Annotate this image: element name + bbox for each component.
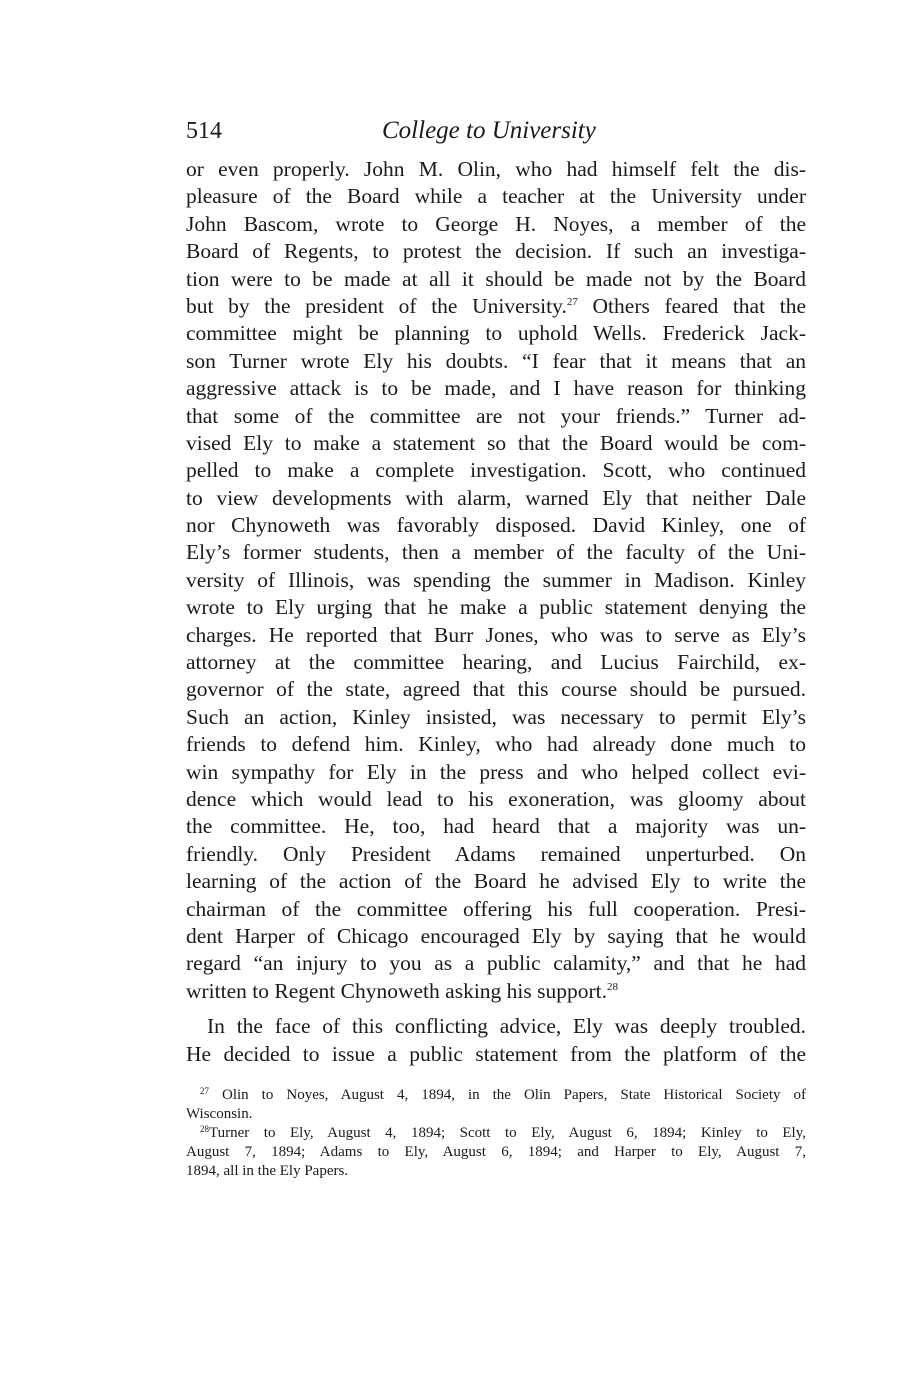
text-line: or even properly. John M. Olin, who had himself felt the dis- — [186, 157, 806, 181]
footnote-line: August 7, 1894; Adams to Ely, August 6, 1894; and Harper to Ely, August 7, — [186, 1144, 806, 1160]
text-run: written to Regent Chynoweth asking his support. — [186, 978, 608, 1003]
footnote-reference: 28 — [607, 980, 619, 993]
text-line: charges. He reported that Burr Jones, who was to serve as Ely’s — [186, 622, 806, 647]
footnote — [186, 1124, 806, 1181]
text-line: that some of the committee are not your friends.” Turner ad- — [186, 403, 806, 428]
footnote-line: 1894, all in the Ely Papers. — [186, 1163, 349, 1179]
page-number: 514 — [186, 118, 222, 144]
footnote — [186, 1086, 806, 1124]
text-line: aggressive attack is to be made, and I have reason for thinking — [186, 376, 806, 401]
paragraph — [186, 1013, 806, 1068]
running-head: College to University — [382, 117, 596, 144]
footnote-line: Wisconsin. — [186, 1106, 253, 1122]
text-line: son Turner wrote Ely his doubts. “I fear that it means that an — [186, 348, 806, 373]
page-header — [186, 113, 806, 149]
text-line: attorney at the committee hearing, and Lucius Fairchild, ex- — [186, 650, 806, 675]
text-line: vised Ely to make a statement so that the Board would be com- — [186, 430, 806, 455]
text-line: versity of Illinois, was spending the summer in Madison. Kinley — [186, 567, 806, 592]
text-line: friends to defend him. Kinley, who had already done much to — [186, 732, 806, 757]
text-line — [186, 978, 806, 1005]
text-line: the committee. He, too, had heard that a majority was un- — [186, 814, 806, 839]
text-line: learning of the action of the Board he advised Ely to write the — [186, 869, 806, 894]
text-line: regard “an injury to you as a public calamity,” and that he had — [186, 951, 806, 976]
footnote-line — [186, 1124, 806, 1143]
footnote-reference: 27 — [566, 295, 578, 308]
text-line: to view developments with alarm, warned Ely that neither Dale — [186, 485, 806, 510]
text-line: tion were to be made at all it should be made not by the Board — [186, 266, 806, 291]
body-text — [186, 156, 806, 1068]
text-line: John Bascom, wrote to George H. Noyes, a member of the — [186, 211, 806, 236]
text-line: win sympathy for Ely in the press and who helped collect evi- — [186, 759, 806, 784]
footnote-mark: 27 — [200, 1086, 209, 1096]
text-run: Others feared that the — [577, 293, 806, 318]
text-line: chairman of the committee offering his full cooperation. Presi- — [186, 896, 806, 921]
footnotes — [186, 1086, 806, 1181]
text-line: Board of Regents, to protest the decision. If such an investiga- — [186, 239, 806, 264]
text-line: wrote to Ely urging that he make a public statement denying the — [186, 595, 806, 620]
text-line: governor of the state, agreed that this course should be pursued. — [186, 677, 806, 702]
text-line — [186, 293, 806, 320]
footnote-line — [186, 1086, 806, 1105]
text-line: pleasure of the Board while a teacher at the University under — [186, 184, 806, 209]
text-line: nor Chynoweth was favorably disposed. David Kinley, one of — [186, 513, 806, 538]
text-line: Such an action, Kinley insisted, was necessary to permit Ely’s — [186, 704, 806, 729]
text-line: dent Harper of Chicago encouraged Ely by saying that he would — [186, 923, 806, 948]
text-line: In the face of this conflicting advice, Ely was deeply troubled. — [207, 1014, 806, 1039]
paragraph-spacer — [186, 1005, 806, 1013]
text-line: He decided to issue a public statement from the platform of the — [186, 1041, 806, 1066]
footnote-mark: 28 — [200, 1124, 209, 1134]
paragraph — [186, 156, 806, 1005]
text-line: dence which would lead to his exoneration, was gloomy about — [186, 786, 806, 811]
text-line: Ely’s former students, then a member of the faculty of the Uni- — [186, 540, 806, 565]
text-line: friendly. Only President Adams remained unperturbed. On — [186, 841, 806, 866]
text-run: but by the president of the University. — [186, 293, 567, 318]
text-line: pelled to make a complete investigation. Scott, who continued — [186, 458, 806, 483]
footnote-text: Turner to Ely, August 4, 1894; Scott to Ely, August 6, 1894; Kinley to Ely, — [209, 1125, 806, 1141]
footnote-text: Olin to Noyes, August 4, 1894, in the Olin Papers, State Historical Society of — [222, 1087, 806, 1103]
text-line: committee might be planning to uphold Wells. Frederick Jack- — [186, 321, 806, 346]
